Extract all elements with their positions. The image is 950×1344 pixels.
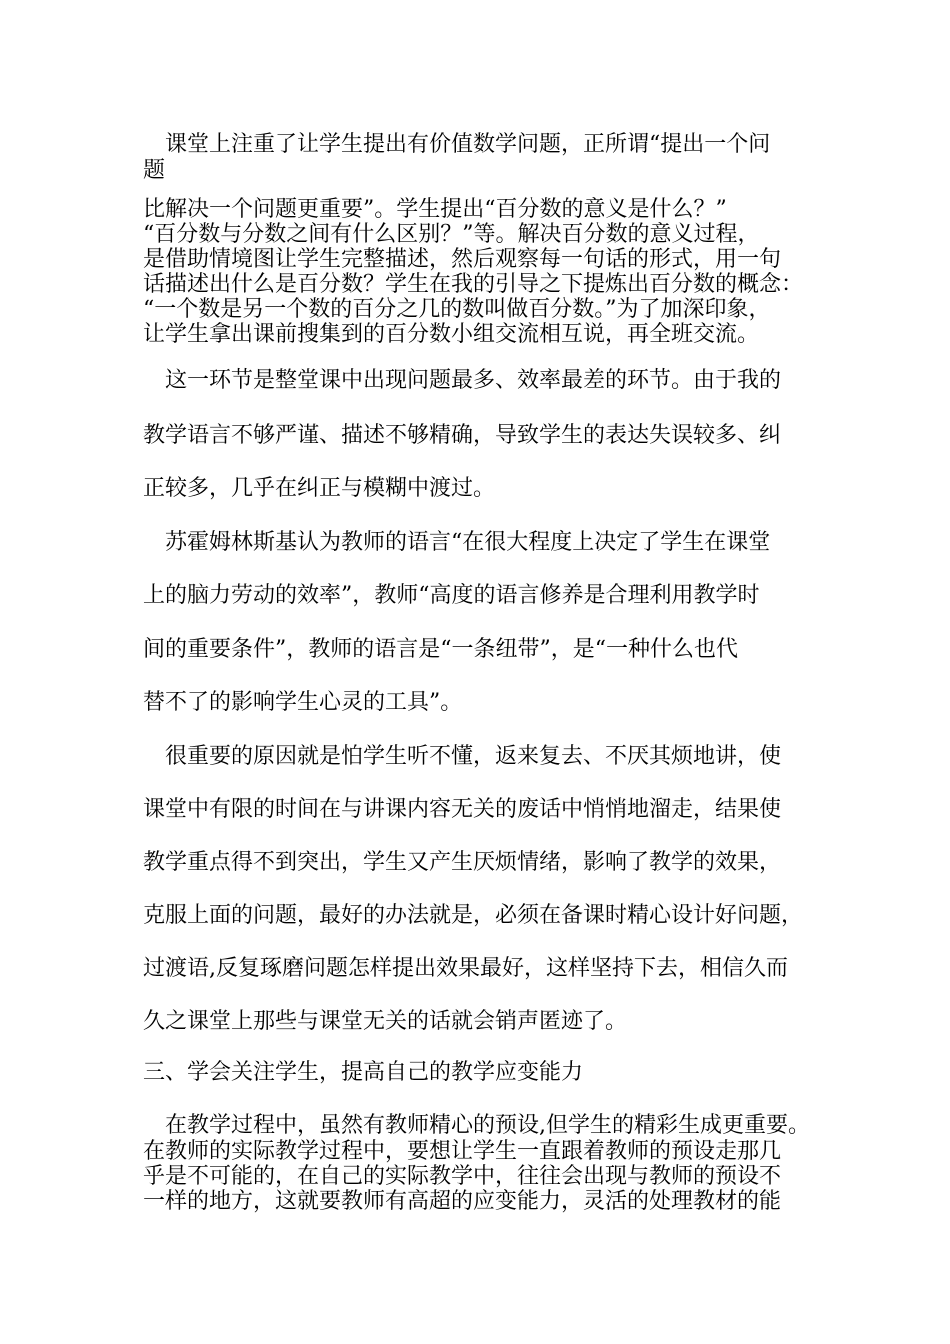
text-line: 让学生拿出课前搜集到的百分数小组交流相互说，再全班交流。 xyxy=(143,322,760,347)
text-line: 克服上面的问题，最好的办法就是，必须在备课时精心设计好问题， xyxy=(143,903,804,928)
text-line: 在教学过程中，虽然有教师精心的预设,但学生的精彩生成更重要。 xyxy=(143,1113,810,1138)
text-line: 过渡语,反复琢磨问题怎样提出效果最好，这样坚持下去，相信久而 xyxy=(143,956,788,981)
heading-line: 三、学会关注学生，提高自己的教学应变能力 xyxy=(143,1060,584,1085)
text-line: 很重要的原因就是怕学生听不懂，返来复去、不厌其烦地讲，使 xyxy=(143,744,782,769)
text-line: 一样的地方，这就要教师有高超的应变能力，灵活的处理教材的能 xyxy=(143,1189,782,1214)
text-line: 教学重点得不到突出，学生又产生厌烦情绪，影响了教学的效果， xyxy=(143,850,782,875)
text-line: 比解决一个问题更重要”。学生提出“百分数的意义是什么？” xyxy=(143,197,727,222)
text-line: 在教师的实际教学过程中，要想让学生一直跟着教师的预设走那几 xyxy=(143,1139,782,1164)
text-line: “百分数与分数之间有什么区别？”等。解决百分数的意义过程， xyxy=(143,222,760,247)
text-line: 课堂中有限的时间在与讲课内容无关的废话中悄悄地溜走，结果使 xyxy=(143,797,782,822)
text-line: 是借助情境图让学生完整描述，然后观察每一句话的形式，用一句 xyxy=(143,247,782,272)
text-line: 课堂上注重了让学生提出有价值数学问题，正所谓“提出一个问 xyxy=(143,132,771,157)
text-line: 上的脑力劳动的效率”，教师“高度的语言修养是合理利用教学时 xyxy=(143,583,760,608)
text-line: 正较多，几乎在纠正与模糊中渡过。 xyxy=(143,476,496,501)
text-line: 话描述出什么是百分数？学生在我的引导之下提炼出百分数的概念： xyxy=(143,272,804,297)
text-line: 替不了的影响学生心灵的工具”。 xyxy=(143,690,463,715)
text-line: 题 xyxy=(143,158,166,183)
text-line: 间的重要条件”，教师的语言是“一条纽带”，是“一种什么也代 xyxy=(143,637,738,662)
text-line: “一个数是另一个数的百分之几的数叫做百分数。”为了加深印象， xyxy=(143,297,771,322)
text-line: 这一环节是整堂课中出现问题最多、效率最差的环节。由于我的 xyxy=(143,368,782,393)
text-line: 久之课堂上那些与课堂无关的话就会销声匿迹了。 xyxy=(143,1009,628,1034)
text-line: 苏霍姆林斯基认为教师的语言“在很大程度上决定了学生在课堂 xyxy=(143,530,771,555)
text-line: 乎是不可能的，在自己的实际教学中，往往会出现与教师的预设不 xyxy=(143,1164,782,1189)
text-line: 教学语言不够严谨、描述不够精确，导致学生的表达失误较多、纠 xyxy=(143,423,782,448)
